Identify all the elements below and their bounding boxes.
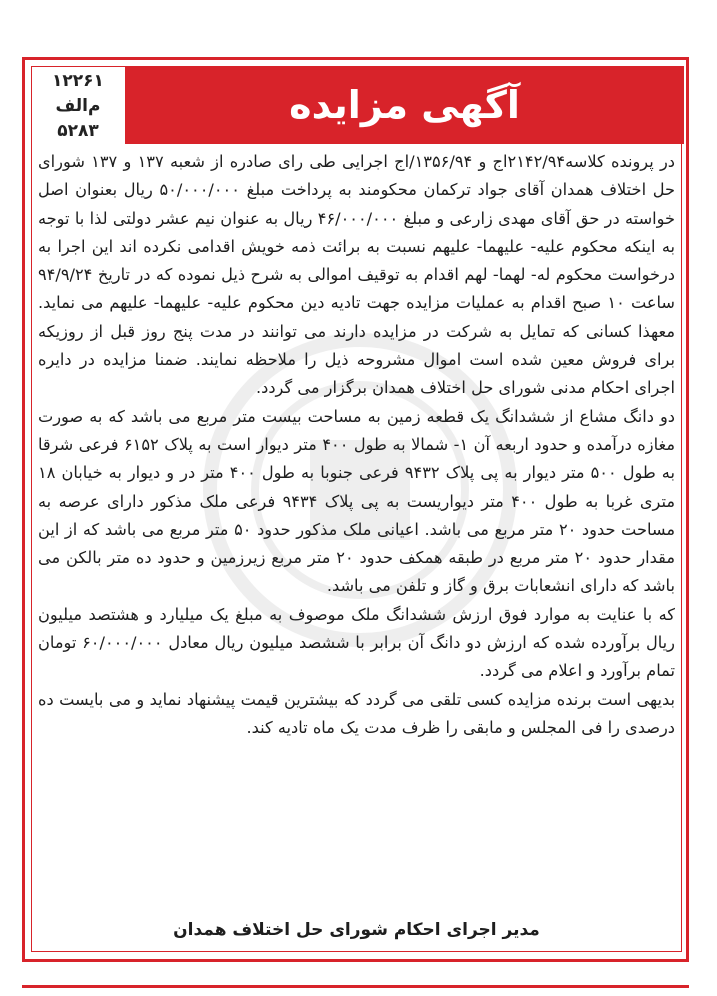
reference-number [34,69,122,145]
ad-paragraph: که با عنایت به موارد فوق ارزش ششدانگ ملک موصوف به مبلغ یک میلیارد و هشتصد میلیون ریال برآورده شده که ارزش دو دانگ آن برابر با ششصد میلیون ریال معادل ۶۰/۰۰۰/۰۰۰ تومان تمام برآورد و اعلام می گردد. [38,604,675,681]
ad-paragraph: در پرونده کلاسه۲۱۴۲/۹۴اج و ۱۳۵۶/۹۴/اج اجرایی طی رای صادره از شعبه ۱۳۷ و ۱۳۷ شورای حل اختلاف همدان آقای جواد ترکمان محکومند به پرداخت مبلغ ۵۰/۰۰۰/۰۰۰ ریال بعنوان اصل خواسته در حق آقای مهدی زارعی و مبلغ ۴۶/۰۰۰/۰۰۰ ریال به عنوان نیم عشر دولتی لذا با توجه به اینکه محکوم علیه- علیهما- علیهم نسبت به برائت ذمه خویش اقدامی نکرده اند این اجرا به درخواست محکوم له- لهما- لهم اقدام به توقیف اموالی به شرح ذیل نموده که در تاریخ ۹۴/۹/۲۴ ساعت ۱۰ صبح اقدام به عملیات مزایده جهت تادیه دین محکوم علیه- علیهما- علیهم می نماید. معهذا کسانی که تمایل به شرکت در مزایده دارند می توانند در مدت پنج روز قبل از روزیکه برای فروش معین شده است اموال مشروحه ذیل را ملاحظه نمایند. ضمنا مزایده در دایره اجرای احکام مدنی شورای حل اختلاف همدان برگزار می گردد. [38,152,676,398]
ad-paragraph: بدیهی است برنده مزایده کسی تلقی می گردد که بیشترین قیمت پیشنهاد نماید و می بایست ده درصدی را فی المجلس و مابقی را ظرف مدت یک ماه تادیه کند. [38,689,675,737]
ad-signature: مدیر اجرای احکام شورای حل اختلاف همدان [173,920,540,940]
reference-number-line: ۱۲۲۶۱ [52,71,104,91]
next-ad-top-border [22,985,689,988]
reference-code-line: م‌الف [55,96,101,116]
reference-number-line: ۵۲۸۳ [57,121,99,141]
ad-title: آگهی مزایده [125,66,684,144]
ad-body [38,148,675,742]
ad-paragraph: دو دانگ مشاع از ششدانگ یک قطعه زمین به مساحت بیست متر مربع می باشد که به صورت مغازه درآمده و حدود اربعه آن ۱- شمالا به طول ۴۰۰ متر دیوار است به پلاک ۶۱۵۲ فرعی شرقا به طول ۵۰۰ متر دیوار به پی پلاک ۹۴۳۲ فرعی جنوبا به طول ۴۰۰ متر در و دیوار به خیابان ۱۸ متری غربا به طول ۴۰۰ متر دیواریست به پی پلاک ۹۴۳۴ فرعی ملک مذکور دارای عرصه به مساحت حدود ۲۰ متر مربع می باشد. اعیانی ملک مذکور حدود ۵۰ متر مربع می باشد که از این مقدار حدود ۲۰ متر مربع در طبقه همکف حدود ۲۰ متر مربع زیرزمین و حدود ده متر بالکن می باشد که دارای انشعابات برق و گاز و تلفن می باشد. [38,406,676,596]
